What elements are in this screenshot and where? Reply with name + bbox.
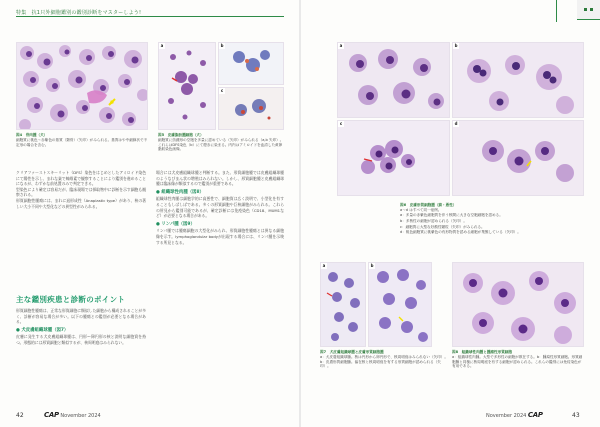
right-page-tab [577,0,600,20]
left-column-1 [16,170,146,288]
figure-4-image [16,42,148,130]
figure-5b-image [218,42,284,85]
figure-6a-image [337,42,450,118]
figure-5c-label: c [220,88,224,93]
left-page-number: 42 [16,412,24,419]
right-footer-date: November 2024 [486,413,527,419]
figure-5-caption [158,133,284,152]
figure-8-caption-title: 図8 組織球性肉腫と腫瘍性形質細胞 [452,350,512,354]
figure-6-caption [400,203,584,236]
figure-6d-label: d [454,121,458,126]
figure-6a-label: a [339,43,343,48]
figure-6d-image [452,120,584,196]
figure-6c-image [337,120,450,196]
header-rule [16,16,284,17]
col2-paragraph-1: 場合には犬皮膚組織球腫と判断する。また、形質細胞腫では皮膚組織球腫のようなびまん状の増殖はみられない。しかし、形質細胞腫と皮膚組織球腫は臨床像が類似するので鑑別が重要である。 [156,170,284,187]
right-page-number: 43 [572,412,580,419]
col1-after-heading: 形質細胞性腫瘍は、正常な形質細胞に類似した細胞から構成されることが多く、診断が容易な場合が多い。以下の腫瘍との鑑別が必要となる場合がある。 [16,308,146,325]
page-gutter [299,0,301,427]
running-head: 特集 抗1只外細胞鑑別の鑑別診断をマスターしよう! [16,10,142,16]
col1-subheading: ● 犬皮膚組織球腫（図7） [16,327,69,333]
figure-6-caption-item: d：桃色細胞質に桃紫色の有形物質を認める細胞が集簇している（矢印）。 [400,230,521,235]
col2-sub2-text: リンパ腫では腫瘍細胞の大型化がみられ、形質細胞性腫瘍とは異なる細胞像を示す。lymphoglandular bodyが出現する場合には、リンパ腫を示唆する所見となる。 [156,228,284,245]
figure-6-caption-item: b：多核性の細胞が認められる（矢印）。 [400,218,467,223]
figure-6c-label: c [339,121,343,126]
left-footer-date: November 2024 [60,413,101,419]
col1-paragraph-3: 形質細胞性腫瘍には、まれに退形成性（Anaplastic type）があり、核の著しい大小不同や大型化などの異型性がみられる。 [16,197,146,209]
figure-6b-image [452,42,584,118]
figure-6-caption-item: c：細胞質に大型な好酸性顆粒（矢印）がみられる。 [400,224,485,229]
col2-sub1-text: 組織球性肉腫は細胞学的に高悪性で、細胞質は広く淡明で、小型化を有することもしばしばである。多くの形質細胞や巨核細胞がみられる。これらの所見から鑑別可能であるが、確定診断には免疫染色（CD18、MUM1など）が必要となる場合がある。 [156,196,284,219]
figure-4-caption [16,133,148,147]
figure-5-caption-text: 細胞質に紡錘形の空胞を多量に認めている（矢印）がみられる（a,b 矢印）。これらはDFS染色（b）にて橙赤に染まる。内内はアミロイドを血清した黄卵脂肪染色画像。 [158,137,284,152]
col1-paragraph-2: 型染色により確定は容易だが、臨床現場では採取物中に診断を示す細胞も観察される。 [16,186,146,198]
figure-5c-image [218,87,284,130]
figure-4-caption-text: 細胞質に桃色～赤紫色の基質（類骨）（矢印）がみられる。基質はや中細線状で不定形の場合を含む。 [16,137,148,147]
figure-6-caption-title: 図6 皮膚形質細胞腫（猫・悪性） [400,203,457,207]
figure-6b-label: b [454,43,458,48]
figure-7a-label: a [322,263,326,268]
figure-4-caption-title: 図4 骨肉腫（犬） [16,133,48,137]
figure-6-caption-item: a：多量の赤紫色細胞質を伴う核間に大きな空胞細胞を認める。 [400,213,503,218]
left-column-2 [156,170,284,400]
figure-6-caption-item: a～d はすべて同一症例。 [400,207,442,212]
left-footer [44,411,101,419]
figure-7-caption [320,350,448,369]
figure-5a-image [158,42,216,130]
figure-7b-label: b [370,263,374,268]
section-heading: 主な鑑別疾患と診断のポイント [16,295,126,304]
right-footer-logo: CAP [527,411,543,419]
col1-sub-text: 皮膚に発生する犬皮膚組織球腫は、円形〜卵円形の核と淡明な細胞質を持つ。形態的には形質細胞と類似するが、核周明庭はみられない。 [16,334,146,345]
figure-7a-image [320,262,366,347]
figure-8-image [452,262,584,347]
figure-7-caption-title: 図7 犬皮膚組織球腫と皮膚形質細胞腫 [320,350,384,354]
col2-subheading-2: ● リンパ腫（図9） [156,221,195,227]
figure-8-caption-text: a：組織球性肉腫。大型で多形性の細胞が散在する。b：腫瘍性形質細胞。形質細胞腫と同様に核周明庭を有する細胞が認められる。これらの鑑別には免疫染色が有用である。 [452,354,583,369]
figure-7b-image [368,262,432,347]
figure-5-caption-title: 図5 皮膚脂肪腫細胞（犬） [158,133,204,137]
right-header-rule [556,0,557,22]
col1-paragraph-1: クリアファーストスキーリット（DFS）染色をはじめとしたアミロイド染色にて陽性を示し、まれな巣で線維素で観察することにより鑑別を進めることになるが、わずかな前処置のみで判定できる。 [16,170,146,187]
left-footer-logo: CAP [44,411,59,419]
right-footer [486,411,543,419]
figure-5b-label: b [220,43,224,48]
figure-7-caption-text: a：犬皮膚組織球腫。核は円形から卵円形で、核周明庭はみられない（矢印）。b：皮膚形質細胞腫。偏在核と核周明庭を有する形質細胞が認められる（矢印）。 [320,354,448,369]
figure-8-caption [452,350,584,369]
figure-5a-label: a [160,43,164,48]
col2-subheading-1: ● 組織球性肉腫（図8） [156,189,204,195]
left-column-1-lower [16,308,146,400]
